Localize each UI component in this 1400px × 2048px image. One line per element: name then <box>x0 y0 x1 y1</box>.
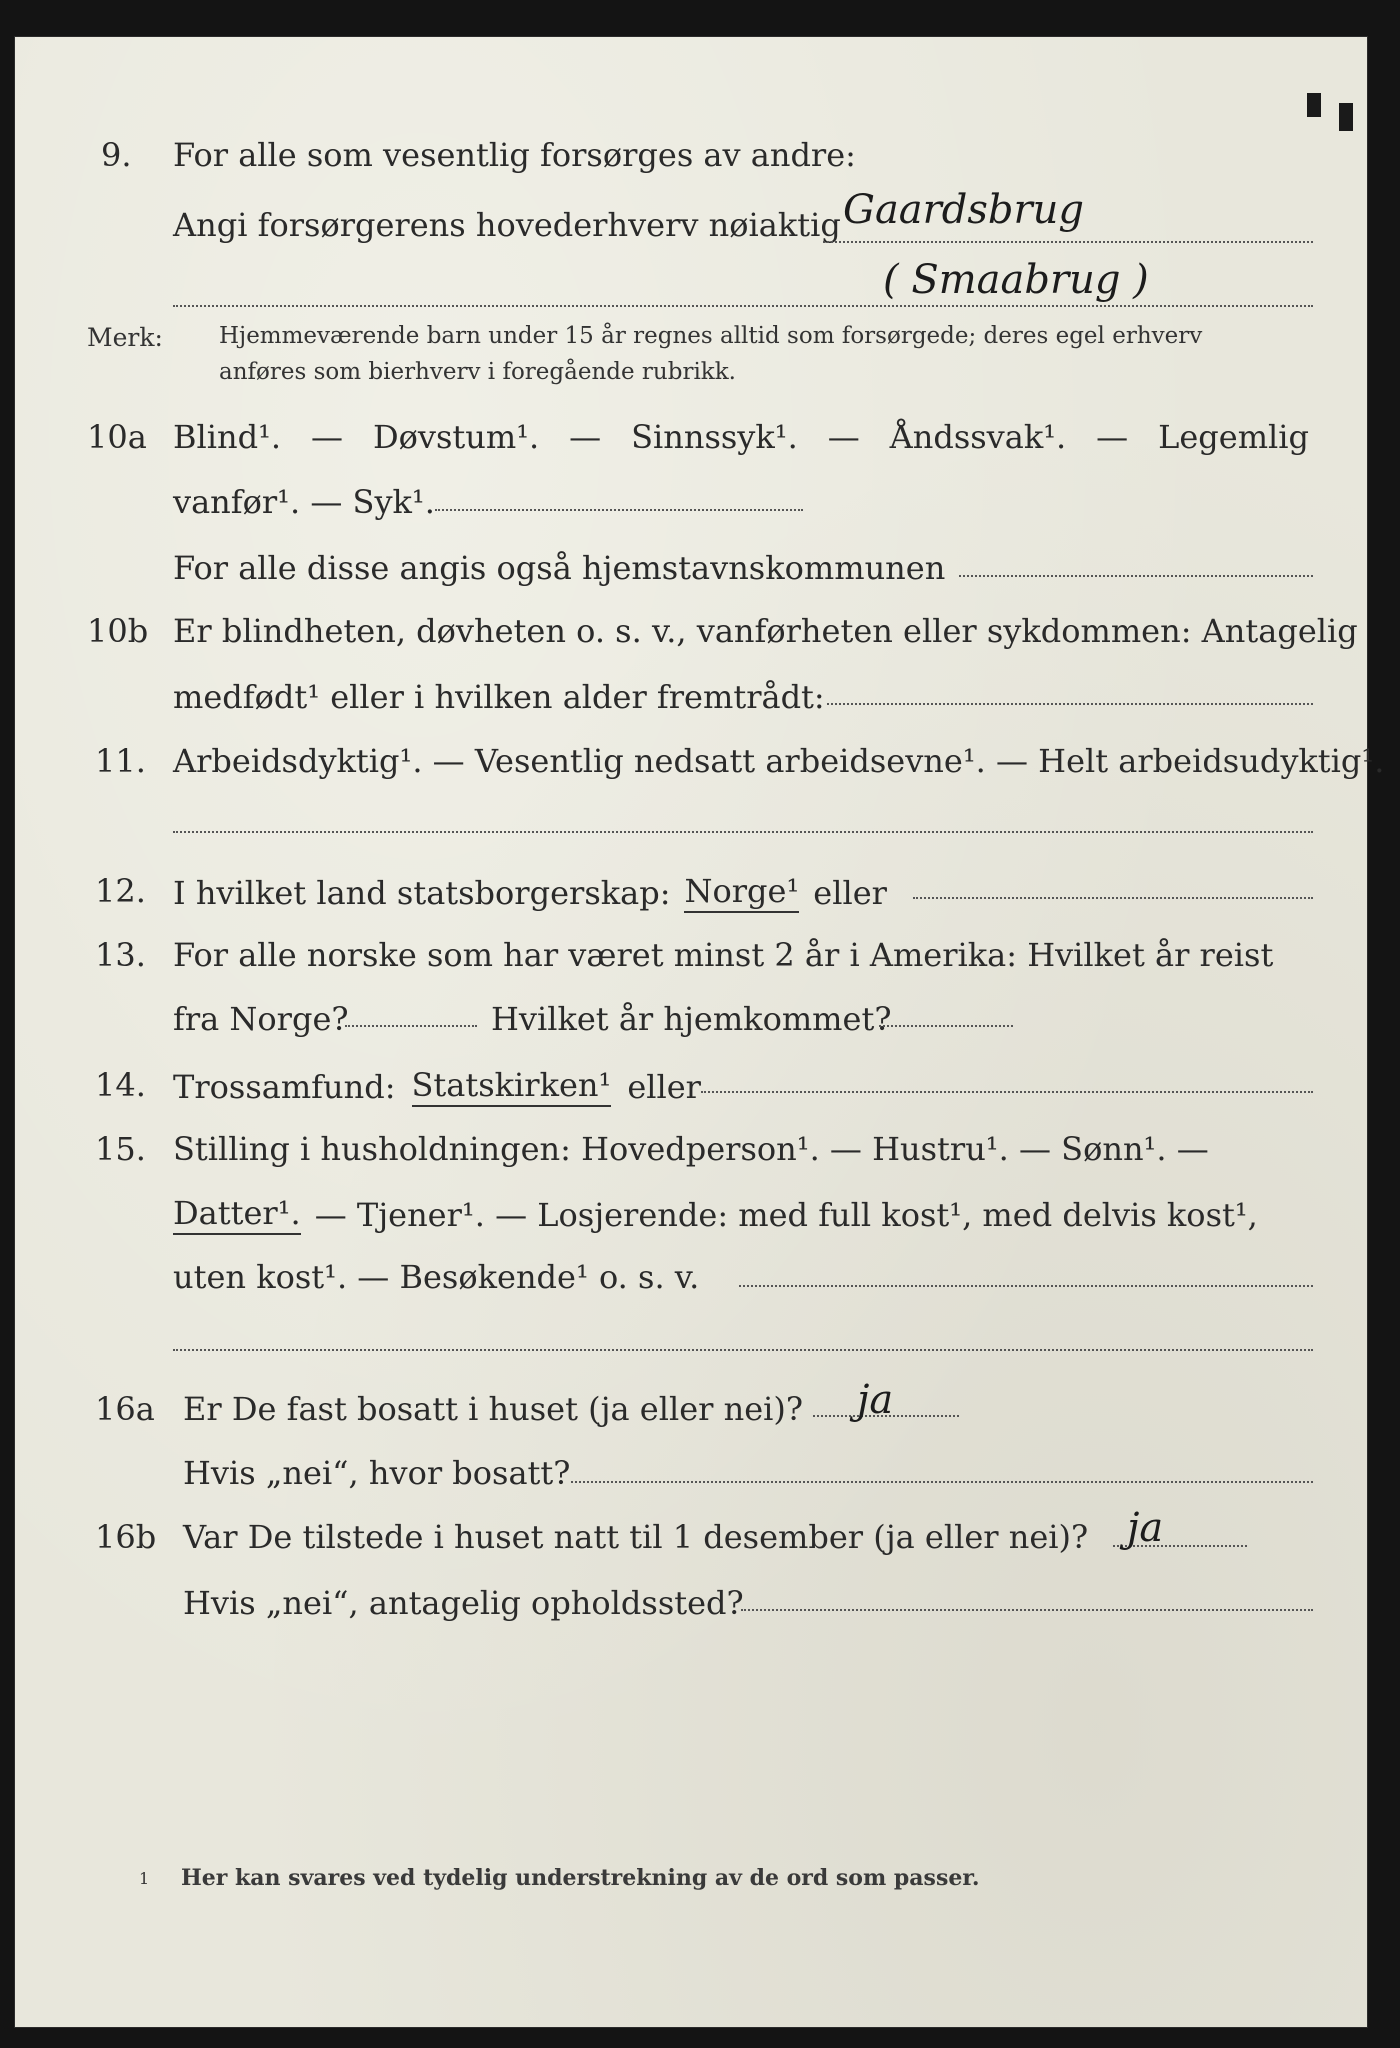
dash: — <box>1096 418 1129 456</box>
merk-text-2: anføres som bierhverv i foregående rubrikk. <box>219 359 736 385</box>
q12-suffix: eller <box>813 874 887 912</box>
q10a-text-3: For alle disse angis også hjemstavnskommunen <box>173 549 946 587</box>
q16b-text-1: Var De tilstede i huset natt til 1 desember (ja eller nei)? <box>183 1518 1089 1556</box>
q15-text-1: Stilling i husholdningen: Hovedperson¹. — Hustru¹. — Sønn¹. — <box>173 1130 1209 1168</box>
q16b-line-2 <box>15 1583 1367 1623</box>
q10a-line-2 <box>15 482 1367 522</box>
dash: — <box>827 418 860 456</box>
option-dovstum[interactable]: Døvstum¹. <box>372 418 540 456</box>
q16b-line-1 <box>15 1517 1367 1557</box>
q10b-number: 10b <box>87 612 149 650</box>
q16a-text-1: Er De fast bosatt i huset (ja eller nei)? <box>183 1390 804 1428</box>
q10a-answer-line-1[interactable] <box>435 509 803 511</box>
q13-answer-line-2[interactable] <box>879 1025 1013 1027</box>
q16a-line-2 <box>15 1453 1367 1493</box>
q9-text-1: For alle som vesentlig forsørges av andre: <box>173 136 856 174</box>
dash: — <box>311 418 344 456</box>
q11-text-1: Arbeidsdyktig¹. — Vesentlig nedsatt arbeidsevne¹. — Helt arbeidsudyktig¹. <box>173 742 1385 780</box>
q16b-text-2: Hvis „nei“, antagelig opholdssted? <box>183 1584 744 1622</box>
q16a-text-2: Hvis „nei“, hvor bosatt? <box>183 1454 571 1492</box>
q14-number: 14. <box>95 1066 146 1104</box>
q10b-line-1 <box>15 611 1367 651</box>
q11-answer-line[interactable] <box>173 831 1313 833</box>
q15-text-2-rest: — Tjener¹. — Losjerende: med full kost¹, med delvis kost¹, <box>314 1196 1258 1234</box>
q15-line-2 <box>15 1193 1367 1233</box>
q15-text-3: uten kost¹. — Besøkende¹ o. s. v. <box>173 1258 700 1296</box>
q12-answer-line[interactable] <box>913 897 1313 899</box>
dash: — <box>569 418 602 456</box>
q15-number: 15. <box>95 1130 146 1168</box>
q14-suffix: eller <box>627 1068 701 1106</box>
q11-line-1 <box>15 741 1385 781</box>
q9-line-1 <box>15 135 1367 175</box>
q16a-number: 16a <box>95 1390 155 1428</box>
q11-number: 11. <box>95 742 146 780</box>
q12-text <box>173 871 887 913</box>
q16a-line-1 <box>15 1389 1367 1429</box>
q9-answer-line-1[interactable] <box>823 241 1313 243</box>
q10a-line-3 <box>15 548 1367 588</box>
q13-text-2a: fra Norge? <box>173 1000 349 1038</box>
option-andssvak[interactable]: Åndssvak¹. <box>889 418 1067 456</box>
q13-answer-line-1[interactable] <box>345 1025 477 1027</box>
merk-label: Merk: <box>87 323 163 352</box>
footnote-text: Her kan svares ved tydelig understrekning av de ord som passer. <box>181 1865 980 1891</box>
q13-line-1 <box>15 935 1367 975</box>
q15-line-1 <box>15 1129 1367 1169</box>
q10a-answer-line-2[interactable] <box>959 575 1313 577</box>
scan-edge-mark <box>1339 103 1353 131</box>
q14-answer-line[interactable] <box>701 1091 1313 1093</box>
q12-number: 12. <box>95 872 146 910</box>
option-legemlig[interactable]: Legemlig <box>1158 418 1309 456</box>
q12-line-1 <box>15 871 1367 911</box>
q12-prefix: I hvilket land statsborgerskap: <box>173 874 671 912</box>
q16b-handwritten-answer: ja <box>1127 1505 1164 1551</box>
option-blind[interactable]: Blind¹. <box>173 418 282 456</box>
q14-text <box>173 1065 701 1107</box>
q13-text-1: For alle norske som har været minst 2 år i Amerika: Hvilket år reist <box>173 936 1274 974</box>
q9-handwritten-answer-1: Gaardsbrug <box>843 187 1084 233</box>
census-form-page <box>14 36 1385 2028</box>
q16b-answer-line-2[interactable] <box>741 1609 1313 1611</box>
q9-number: 9. <box>101 136 132 174</box>
option-sinnssyk[interactable]: Sinnssyk¹. <box>631 418 798 456</box>
q9-handwritten-answer-2: ( Smaabrug ) <box>883 257 1149 303</box>
q9-line-2 <box>15 205 1367 245</box>
q16a-handwritten-answer: ja <box>857 1377 894 1423</box>
q9-label-occupation: Angi forsørgerens hovederhverv nøiaktig <box>173 206 841 244</box>
q13-number: 13. <box>95 936 146 974</box>
q15-answer-line-2[interactable] <box>173 1349 1313 1351</box>
q10b-answer-line[interactable] <box>827 703 1313 705</box>
q16a-answer-line-2[interactable] <box>571 1481 1313 1483</box>
q13-line-2 <box>15 999 1367 1039</box>
footnote-mark: 1 <box>139 1869 150 1888</box>
q14-option-statskirken[interactable]: Statskirken¹ <box>412 1065 612 1107</box>
q10a-line-1 <box>15 417 1367 457</box>
q14-prefix: Trossamfund: <box>173 1068 396 1106</box>
q13-text-2b: Hvilket år hjemkommet? <box>491 1000 892 1038</box>
q10a-options <box>173 417 1309 457</box>
q10b-line-2 <box>15 677 1367 717</box>
q10a-number: 10a <box>87 418 147 456</box>
q10a-text-2: vanfør¹. — Syk¹. <box>173 483 435 521</box>
q15-line-3 <box>15 1257 1367 1297</box>
q9-answer-line-2[interactable] <box>173 305 1313 307</box>
q15-text-2 <box>173 1193 1258 1235</box>
q10b-text-2: medfødt¹ eller i hvilken alder fremtrådt: <box>173 678 825 716</box>
merk-text-1: Hjemmeværende barn under 15 år regnes alltid som forsørgede; deres egel erhverv <box>219 323 1203 349</box>
q9-text-2 <box>173 205 841 245</box>
q10b-text-1: Er blindheten, døvheten o. s. v., vanførheten eller sykdommen: Antagelig <box>173 612 1358 650</box>
q12-option-norge[interactable]: Norge¹ <box>684 871 799 913</box>
q15-option-datter[interactable]: Datter¹. <box>173 1193 301 1235</box>
q16b-number: 16b <box>95 1518 157 1556</box>
q14-line-1 <box>15 1065 1367 1105</box>
q15-answer-line-1[interactable] <box>739 1285 1313 1287</box>
scan-edge-mark <box>1307 93 1321 117</box>
